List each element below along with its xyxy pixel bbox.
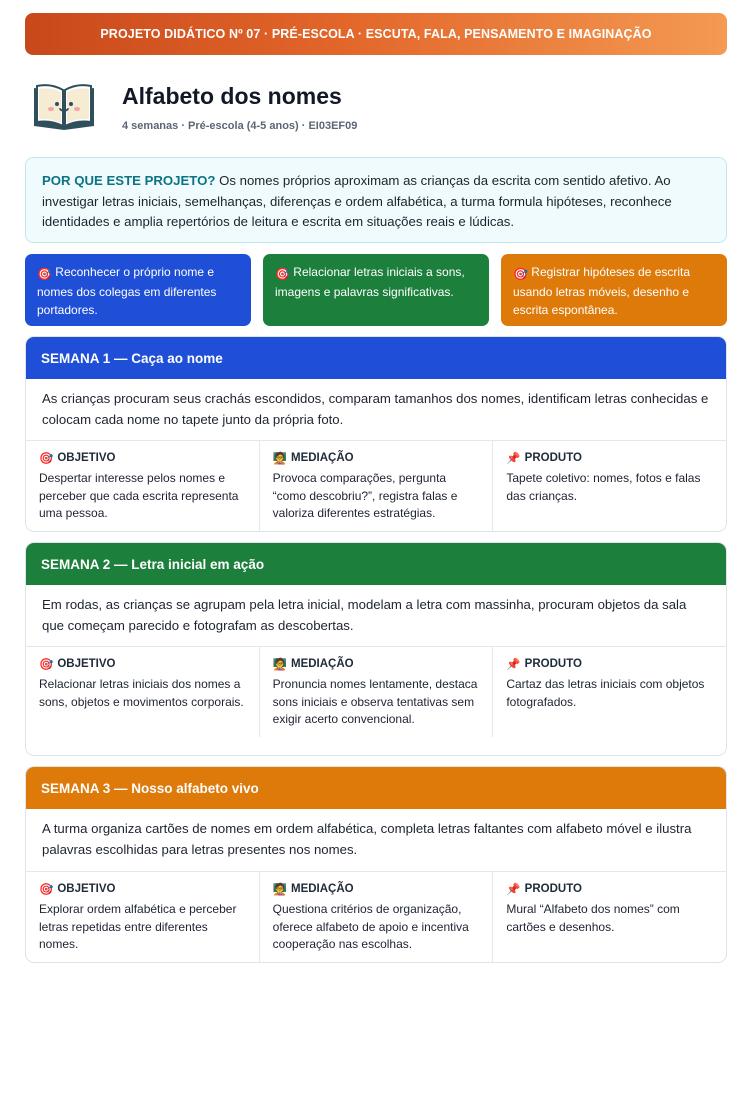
goal-text: Relacionar letras iniciais a sons, imagens e palavras significativas.: [275, 265, 465, 299]
objetivo-label: OBJETIVO: [57, 452, 116, 464]
why-text: Os nomes próprios aproximam as crianças da escrita com sentido afetivo. Ao investigar letras iniciais, semelhanças, diferenças e ordem alfabética, a turma formula hipóteses, reconhece identidades e amplia repertórios de leitura e escrita em situações reais e lúdicas.: [42, 173, 672, 229]
mediacao-column: [260, 872, 494, 962]
week-card-1: [25, 336, 727, 532]
mediacao-label: MEDIAÇÃO: [291, 658, 354, 670]
week-description: Em rodas, as crianças se agrupam pela letra inicial, modelam a letra com massinha, procuram objetos da sala que começam parecido e fotografam as descobertas.: [26, 585, 726, 647]
project-banner: PROJETO DIDÁTICO Nº 07 · PRÉ-ESCOLA · ESCUTA, FALA, PENSAMENTO E IMAGINAÇÃO: [25, 13, 727, 55]
mediacao-text: Provoca comparações, pergunta “como descobriu?”, registra falas e valoriza diferentes estratégias.: [272, 471, 458, 520]
teacher-icon: 🧑‍🏫: [272, 659, 287, 671]
objetivo-label: OBJETIVO: [57, 883, 116, 895]
target-icon: 🎯: [39, 453, 54, 465]
target-icon: 🎯: [37, 267, 52, 281]
goal-card: [501, 254, 727, 326]
produto-column: [493, 647, 726, 737]
pushpin-icon: 📌: [506, 884, 521, 896]
goal-text: Reconhecer o próprio nome e nomes dos colegas em diferentes portadores.: [37, 265, 217, 317]
target-icon: 🎯: [39, 884, 54, 896]
week-title: SEMANA 3 — Nosso alfabeto vivo: [26, 767, 726, 809]
mediacao-label: MEDIAÇÃO: [291, 883, 354, 895]
objetivo-label: OBJETIVO: [57, 658, 116, 670]
objetivo-column: [26, 647, 260, 737]
page-subtitle: 4 semanas · Pré-escola (4-5 anos) · EI03EF09: [122, 120, 358, 132]
page-header: [25, 70, 727, 145]
target-icon: 🎯: [275, 267, 290, 281]
mediacao-text: Pronuncia nomes lentamente, destaca sons iniciais e observa tentativas sem exigir acerto convencional.: [272, 677, 478, 726]
goal-card: [263, 254, 489, 326]
mediacao-column: [260, 441, 494, 531]
teacher-icon: 🧑‍🏫: [272, 453, 287, 465]
produto-column: [493, 441, 726, 531]
pushpin-icon: 📌: [506, 659, 521, 671]
goal-card: [25, 254, 251, 326]
produto-label: PRODUTO: [524, 883, 582, 895]
produto-label: PRODUTO: [524, 658, 582, 670]
objetivo-column: [26, 872, 260, 962]
week-description: A turma organiza cartões de nomes em ordem alfabética, completa letras faltantes com alfabeto móvel e ilustra palavras escolhidas para letras presentes nos nomes.: [26, 809, 726, 872]
mediacao-column: [260, 647, 494, 737]
mediacao-text: Questiona critérios de organização, oferece alfabeto de apoio e incentiva cooperação nas escolhas.: [272, 902, 469, 951]
week-description: As crianças procuram seus crachás escondidos, comparam tamanhos dos nomes, identificam letras conhecidas e colocam cada nome no tapete junto da própria foto.: [26, 379, 726, 441]
teacher-icon: 🧑‍🏫: [272, 884, 287, 896]
why-box: [25, 157, 727, 243]
produto-text: Tapete coletivo: nomes, fotos e falas das crianças.: [506, 471, 701, 503]
pushpin-icon: 📌: [506, 453, 521, 465]
page-title: Alfabeto dos nomes: [122, 83, 342, 109]
produto-label: PRODUTO: [524, 452, 582, 464]
week-card-3: [25, 766, 727, 963]
produto-text: Cartaz das letras iniciais com objetos fotografados.: [506, 677, 705, 709]
produto-text: Mural “Alfabeto dos nomes” com cartões e desenhos.: [506, 902, 680, 934]
target-icon: 🎯: [513, 267, 528, 281]
open-book-icon: [31, 80, 97, 132]
produto-column: [493, 872, 726, 962]
objetivo-text: Despertar interesse pelos nomes e perceber que cada escrita representa uma pessoa.: [39, 471, 239, 520]
week-title: SEMANA 2 — Letra inicial em ação: [26, 543, 726, 585]
why-label: POR QUE ESTE PROJETO?: [42, 173, 216, 188]
objetivo-text: Explorar ordem alfabética e perceber letras repetidas entre diferentes nomes.: [39, 902, 237, 951]
target-icon: 🎯: [39, 659, 54, 671]
week-card-2: [25, 542, 727, 756]
objetivo-text: Relacionar letras iniciais dos nomes a sons, objetos e movimentos corporais.: [39, 677, 244, 709]
objetivo-column: [26, 441, 260, 531]
goal-text: Registrar hipóteses de escrita usando letras móveis, desenho e escrita espontânea.: [513, 265, 691, 317]
week-title: SEMANA 1 — Caça ao nome: [26, 337, 726, 379]
mediacao-label: MEDIAÇÃO: [291, 452, 354, 464]
